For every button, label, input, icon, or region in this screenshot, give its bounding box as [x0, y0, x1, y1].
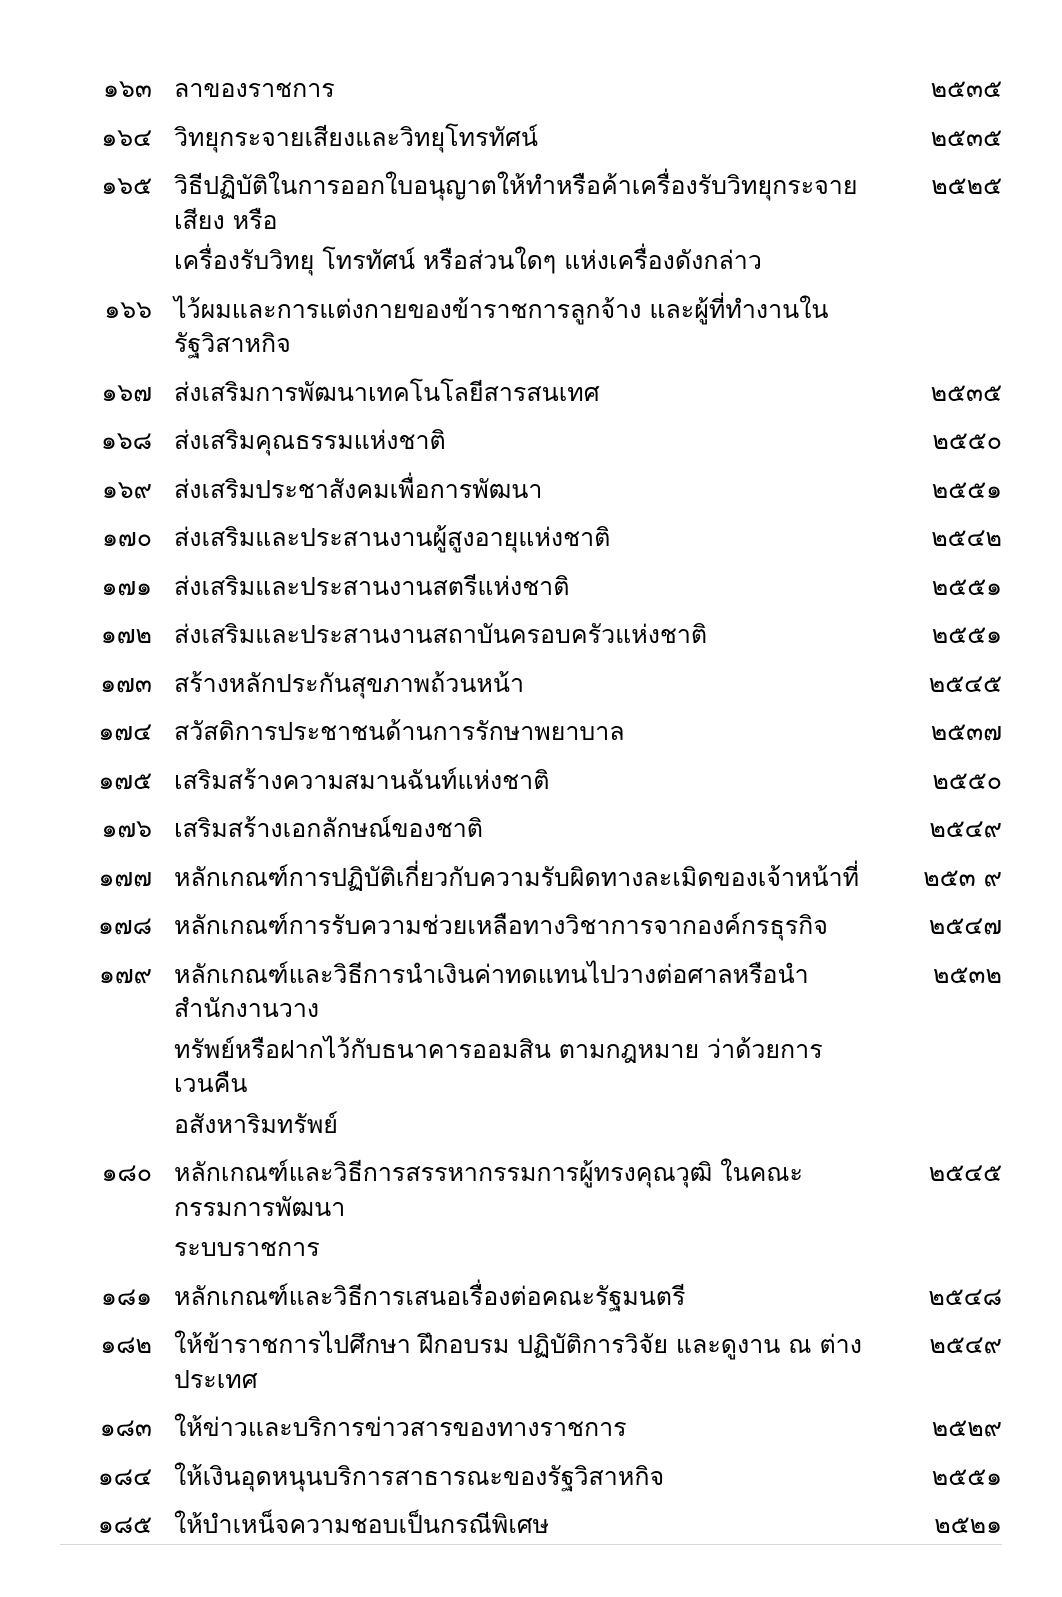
- toc-entry-title[interactable]: [174, 715, 882, 764]
- toc-entry-year: ๒๕๓๕: [930, 377, 1002, 407]
- toc-entry-title[interactable]: [174, 570, 882, 619]
- toc-entry-number: ๑๖๖: [104, 294, 152, 324]
- toc-entry-number: ๑๘๓: [99, 1413, 152, 1442]
- toc-entry-title-line: วิธีปฏิบัติในการออกใบอนุญาตให้ทำหรือค้าเครื่องรับวิทยุกระจายเสียง หรือ: [174, 171, 858, 235]
- toc-entry-title[interactable]: [174, 169, 882, 293]
- toc-entry-year: ๒๕๕๑: [931, 1461, 1002, 1491]
- toc-entry-year: ๒๕๓๕: [930, 122, 1002, 152]
- toc-entry-year: ๒๕๓๒: [933, 959, 1002, 989]
- toc-entry-title[interactable]: [174, 1280, 882, 1329]
- toc-entry-title-line: ส่งเสริมคุณธรรมแห่งชาติ: [174, 426, 446, 455]
- toc-entry-number: ๑๖๕: [101, 171, 152, 200]
- toc-entry-number: ๑๗๖: [101, 814, 152, 843]
- toc-entry-title-line: เสริมสร้างความสมานฉันท์แห่งชาติ: [174, 765, 550, 795]
- toc-entry-title[interactable]: [174, 473, 882, 522]
- toc-entry-year: ๒๕๕๐: [932, 765, 1002, 795]
- toc-entry-title-line: ทรัพย์หรือฝากไว้กับธนาคารออมสิน ตามกฎหมาย ว่าด้วยการเวนคืน: [174, 1034, 823, 1098]
- toc-entry-year: ๒๕๓๕: [930, 74, 1002, 103]
- toc-entry-title-line: ให้บำเหน็จความชอบเป็นกรณีพิเศษ: [174, 1510, 550, 1539]
- toc-row[interactable]: [60, 958, 1002, 1157]
- toc-row[interactable]: [60, 570, 1002, 619]
- toc-entry-title-line: ส่งเสริมประชาสังคมเพื่อการพัฒนา: [174, 474, 543, 504]
- toc-entry-title-line: หลักเกณฑ์และวิธีการนำเงินค่าทดแทนไปวางต่อศาลหรือนำสำนักงานวาง: [174, 959, 809, 1023]
- toc-entry-title-line: หลักเกณฑ์และวิธีการเสนอเรื่องต่อคณะรัฐมนตรี: [174, 1281, 686, 1311]
- toc-entry-year: ๒๕๔๗: [928, 911, 1002, 940]
- toc-entry-number: ๑๗๒: [100, 620, 152, 649]
- toc-entry-title-line: ส่งเสริมการพัฒนาเทคโนโลยีสารสนเทศ: [174, 377, 600, 407]
- toc-entry-year: ๒๕๔๘: [928, 1281, 1002, 1311]
- toc-entry-year: ๒๕๕๐: [932, 426, 1002, 455]
- toc-entry-title[interactable]: [174, 909, 882, 958]
- toc-entry-title[interactable]: [174, 1508, 882, 1557]
- toc-entry-title[interactable]: [174, 812, 882, 861]
- toc-entry-year: ๒๕๕๑: [931, 474, 1002, 504]
- toc-entry-title-line: สร้างหลักประกันสุขภาพถ้วนหน้า: [174, 668, 525, 698]
- toc-entry-title[interactable]: [174, 1411, 882, 1460]
- toc-entry-title[interactable]: [174, 376, 882, 425]
- toc-entry-title[interactable]: [174, 667, 882, 716]
- toc-row[interactable]: [60, 1328, 1002, 1411]
- toc-entry-number: ๑๘๑: [100, 1281, 152, 1311]
- toc-entry-title-line: ให้เงินอุดหนุนบริการสาธารณะของรัฐวิสาหกิจ: [174, 1461, 665, 1491]
- toc-row[interactable]: [60, 715, 1002, 764]
- toc-entry-number: ๑๗๓: [100, 668, 152, 698]
- toc-entry-year: ๒๕๓ ๙: [923, 862, 1002, 892]
- toc-entry-title[interactable]: [174, 424, 882, 473]
- toc-entry-number: ๑๘๐: [101, 1158, 152, 1187]
- toc-entry-year: ๒๕๒๙: [931, 1413, 1002, 1442]
- toc-entry-year: ๒๕๕๑: [931, 571, 1002, 601]
- toc-entry-number: ๑๗๙: [99, 959, 152, 989]
- toc-entry-title[interactable]: [174, 72, 882, 121]
- toc-row[interactable]: [60, 473, 1002, 522]
- toc-entry-number: ๑๗๕: [98, 765, 152, 795]
- toc-row[interactable]: [60, 812, 1002, 861]
- toc-entry-title-line: หลักเกณฑ์การรับความช่วยเหลือทางวิชาการจากองค์กรธุรกิจ: [174, 911, 828, 940]
- toc-row[interactable]: [60, 1460, 1002, 1509]
- toc-entry-title[interactable]: [174, 958, 882, 1157]
- toc-entry-year: ๒๕๕๑: [931, 620, 1002, 649]
- toc-entry-number: ๑๘๒: [100, 1330, 152, 1359]
- toc-entry-year: ๒๕๒๕: [931, 171, 1002, 200]
- toc-entry-year: ๒๕๔๙: [929, 814, 1002, 843]
- toc-entry-title-line: ไว้ผมและการแต่งกายของข้าราชการลูกจ้าง และผู้ที่ทำงานในรัฐวิสาหกิจ: [174, 294, 829, 358]
- toc-entry-number: ๑๘๕: [97, 1510, 152, 1539]
- toc-entry-number: ๑๗๔: [98, 717, 152, 746]
- toc-row[interactable]: [60, 667, 1002, 716]
- toc-row[interactable]: [60, 424, 1002, 473]
- toc-row[interactable]: [60, 861, 1002, 910]
- toc-entry-year: ๒๕๔๙: [929, 1330, 1002, 1359]
- toc-entry-title-line: วิทยุกระจายเสียงและวิทยุโทรทัศน์: [174, 122, 538, 152]
- toc-entry-title-line: หลักเกณฑ์และวิธีการสรรหากรรมการผู้ทรงคุณวุฒิ ในคณะกรรมการพัฒนา: [174, 1158, 803, 1222]
- toc-row[interactable]: [60, 618, 1002, 667]
- toc-row[interactable]: [60, 376, 1002, 425]
- toc-entry-title-line: ส่งเสริมและประสานงานผู้สูงอายุแห่งชาติ: [174, 523, 611, 552]
- toc-entry-number: ๑๖๘: [100, 426, 152, 455]
- toc-row[interactable]: [60, 169, 1002, 293]
- toc-entry-number: ๑๖๗: [101, 377, 152, 407]
- toc-entry-number: ๑๗๗: [98, 862, 152, 892]
- toc-entry-title[interactable]: [174, 861, 882, 910]
- toc-entry-year: ๒๕๓๗: [930, 717, 1002, 746]
- toc-row[interactable]: [60, 909, 1002, 958]
- toc-entry-number: ๑๖๔: [101, 122, 152, 152]
- toc-row[interactable]: [60, 72, 1002, 121]
- toc-entry-number: ๑๗๘: [98, 911, 152, 940]
- toc-entry-year: ๒๕๔๕: [928, 1158, 1002, 1187]
- toc-row[interactable]: [60, 1280, 1002, 1329]
- toc-entry-title-line: ส่งเสริมและประสานงานสตรีแห่งชาติ: [174, 571, 570, 601]
- toc-entry-title[interactable]: [174, 764, 882, 813]
- toc-entry-year: ๒๕๔๒: [931, 523, 1002, 552]
- toc-entry-title-line: ลาของราชการ: [174, 74, 335, 103]
- toc-row[interactable]: [60, 293, 1002, 376]
- toc-entry-title[interactable]: [174, 1328, 882, 1411]
- toc-entry-title-line: ส่งเสริมและประสานงานสถาบันครอบครัวแห่งชาติ: [174, 620, 708, 649]
- toc-entry-number: ๑๗๑: [101, 571, 152, 601]
- toc-entry-title-line: อสังหาริมทรัพย์: [174, 1109, 338, 1139]
- toc-entry-number: ๑๖๓: [103, 74, 152, 103]
- toc-entry-number: ๑๘๔: [97, 1461, 152, 1491]
- toc-row[interactable]: [60, 1156, 1002, 1280]
- toc-entry-title[interactable]: [174, 293, 882, 376]
- toc-entry-title[interactable]: [174, 1156, 882, 1280]
- toc-row[interactable]: [60, 121, 1002, 170]
- toc-row[interactable]: [60, 521, 1002, 570]
- toc-row[interactable]: [60, 1411, 1002, 1460]
- footer-divider: [60, 1544, 1002, 1545]
- toc-entry-number: ๑๗๐: [102, 523, 152, 552]
- toc-entry-title[interactable]: [174, 618, 882, 667]
- toc-entry-title-line: สวัสดิการประชาชนด้านการรักษาพยาบาล: [174, 717, 625, 746]
- toc-entry-year: ๒๕๒๑: [934, 1510, 1002, 1539]
- toc-entry-year: ๒๕๔๕: [928, 668, 1002, 698]
- toc-entry-title-line: หลักเกณฑ์การปฏิบัติเกี่ยวกับความรับผิดทางละเมิดของเจ้าหน้าที่: [174, 862, 860, 892]
- toc-body: [60, 72, 1002, 1557]
- toc-row[interactable]: [60, 1508, 1002, 1557]
- toc-entry-title[interactable]: [174, 521, 882, 570]
- toc-entry-year: [882, 293, 1002, 376]
- toc-entry-title-line: เครื่องรับวิทยุ โทรทัศน์ หรือส่วนใดๆ แห่งเครื่องดังกล่าว: [174, 246, 762, 275]
- table-of-contents: [60, 72, 1002, 1557]
- toc-entry-title-line: ระบบราชการ: [174, 1233, 320, 1262]
- toc-entry-title[interactable]: [174, 121, 882, 170]
- toc-entry-title-line: ให้ข่าวและบริการข่าวสารของทางราชการ: [174, 1413, 627, 1442]
- toc-entry-title-line: ให้ข้าราชการไปศึกษา ฝึกอบรม ปฏิบัติการวิจัย และดูงาน ณ ต่างประเทศ: [174, 1330, 862, 1394]
- toc-row[interactable]: [60, 764, 1002, 813]
- toc-entry-title-line: เสริมสร้างเอกลักษณ์ของชาติ: [174, 814, 484, 843]
- toc-entry-title[interactable]: [174, 1460, 882, 1509]
- toc-entry-number: ๑๖๙: [101, 474, 152, 504]
